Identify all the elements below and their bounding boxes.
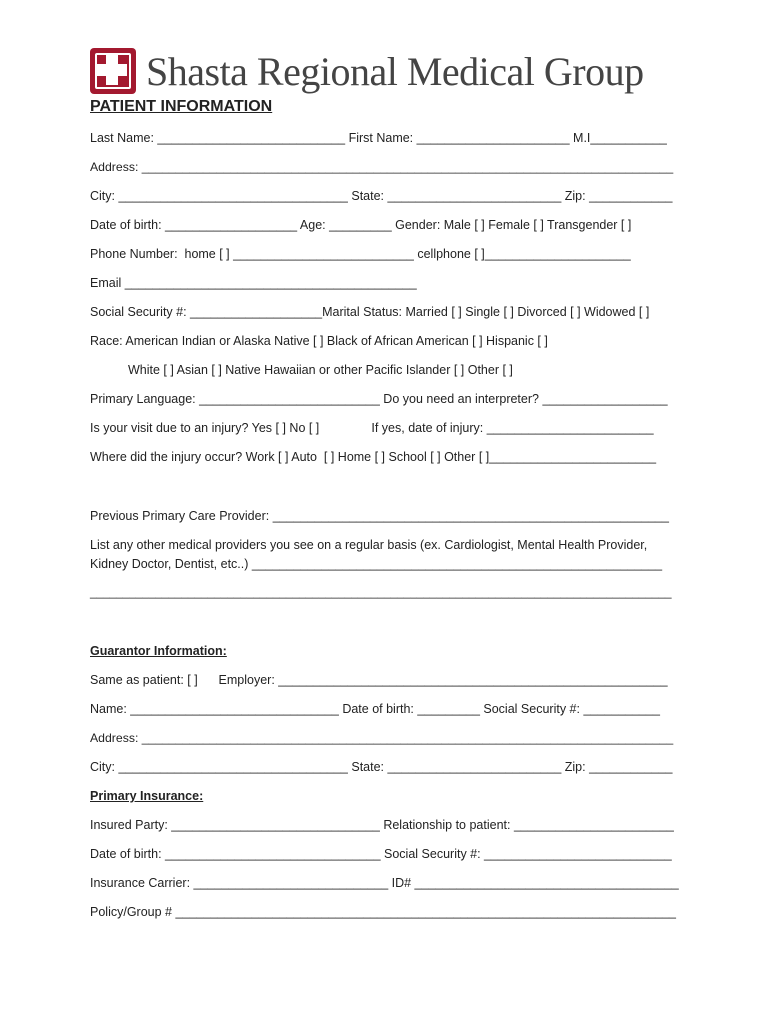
other-providers-line: List any other medical providers you see on a regular basis (ex. Cardiologist, Mental Health Provider, xyxy=(90,538,648,552)
blank-line: _________________________________________________________________________________________ xyxy=(90,586,672,599)
dob-age-gender-line: Date of birth: ___________________ Age: _________ Gender: Male [ ] Female [ ] Transgender [ ] xyxy=(90,218,632,232)
insured-dob-line: Date of birth: _______________________________ Social Security #: ___________________________ xyxy=(90,847,672,861)
phone-line: Phone Number: home [ ] __________________________ cellphone [ ]_____________________ xyxy=(90,247,631,261)
guarantor-address-line: Address: ______________________________________________________________________________ xyxy=(90,731,674,745)
injury-location-line: Where did the injury occur? Work [ ] Auto [ ] Home [ ] School [ ] Other [ ]________________________ xyxy=(90,450,657,464)
city-state-zip-line: City: _________________________________ State: _________________________ Zip: ____________ xyxy=(90,189,673,203)
language-line: Primary Language: __________________________ Do you need an interpreter? __________________ xyxy=(90,392,668,406)
primary-care-provider-line: Previous Primary Care Provider: _________________________________________________________ xyxy=(90,509,669,523)
guarantor-city-line: City: _________________________________ State: _________________________ Zip: ____________ xyxy=(90,760,673,774)
guarantor-heading: Guarantor Information: xyxy=(90,644,227,658)
guarantor-same-employer-line: Same as patient: [ ] Employer: ________________________________________________________ xyxy=(90,673,668,687)
policy-group-line: Policy/Group # ________________________________________________________________________ xyxy=(90,905,676,919)
patient-information-heading: PATIENT INFORMATION xyxy=(90,98,273,115)
organization-name: Shasta Regional Medical Group xyxy=(146,48,644,94)
guarantor-name-line: Name: ______________________________ Date of birth: _________ Social Security #: ___________ xyxy=(90,702,660,716)
primary-insurance-heading: Primary Insurance: xyxy=(90,789,204,803)
race-line: Race: American Indian or Alaska Native [ ] Black of African American [ ] Hispanic [ ] xyxy=(90,334,548,348)
insurance-carrier-line: Insurance Carrier: ____________________________ ID# ______________________________________ xyxy=(90,876,679,890)
address-line: Address: ______________________________________________________________________________ xyxy=(90,160,674,174)
medical-cross-logo-icon xyxy=(90,48,136,94)
injury-line: Is your visit due to an injury? Yes [ ] No [ ] If yes, date of injury: ________________________ xyxy=(90,421,654,435)
insured-party-line: Insured Party: ______________________________ Relationship to patient: _______________________ xyxy=(90,818,674,832)
email-line: Email __________________________________________ xyxy=(90,276,417,290)
name-line: Last Name: ___________________________ First Name: ______________________ M.I___________ xyxy=(90,131,667,145)
race-line-continued: White [ ] Asian [ ] Native Hawaiian or other Pacific Islander [ ] Other [ ] xyxy=(128,363,513,377)
ssn-marital-line: Social Security #: ___________________Marital Status: Married [ ] Single [ ] Divorced [ ] Widowed [ ] xyxy=(90,305,650,319)
letterhead xyxy=(90,46,644,96)
other-providers-line-continued: Kidney Doctor, Dentist, etc..) ___________________________________________________________ xyxy=(90,557,663,571)
